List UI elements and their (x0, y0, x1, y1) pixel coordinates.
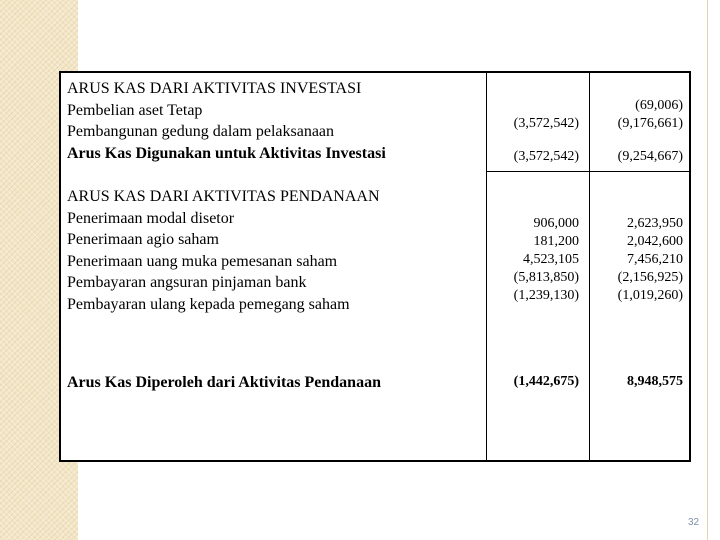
financing-value: (1,019,260) (617, 288, 683, 303)
financing-value: 2,623,950 (627, 216, 683, 231)
financing-value: (1,239,130) (513, 288, 579, 303)
financing-total-col2 (597, 373, 683, 391)
financing-total-value: (1,442,675) (513, 374, 579, 389)
investing-item-label: Pembelian aset Tetap (67, 101, 203, 119)
financing-item-label: Penerimaan modal disetor (67, 209, 235, 227)
financing-value: 7,456,210 (627, 252, 683, 267)
financing-item-label: Penerimaan agio saham (67, 231, 219, 248)
column-divider-2 (589, 73, 590, 460)
investing-value: (69,006) (635, 98, 683, 113)
cash-flow-table (59, 71, 691, 462)
financing-total-col1 (497, 373, 579, 391)
column-divider-1 (486, 73, 487, 460)
page-number: 32 (688, 517, 700, 528)
investing-values-col1 (497, 115, 579, 133)
financing-value: (5,813,850) (513, 270, 579, 285)
investing-total-value: (3,572,542) (513, 149, 579, 164)
investing-total-value: (9,254,667) (617, 149, 683, 164)
decorative-divider (707, 0, 708, 540)
financing-heading: ARUS KAS DARI AKTIVITAS PENDANAAN (67, 188, 380, 205)
investing-total-col2 (597, 148, 683, 166)
investing-item-label: Pembangunan gedung dalam pelaksanaan (67, 123, 335, 140)
financing-section (67, 186, 380, 315)
investing-values-col2 (597, 97, 683, 133)
financing-item-label: Penerimaan uang muka pemesanan saham (67, 252, 338, 270)
financing-item-label: Pembayaran angsuran pinjaman bank (67, 274, 307, 291)
financing-value: 906,000 (533, 216, 579, 231)
financing-value: 2,042,600 (627, 234, 683, 249)
financing-value: (2,156,925) (617, 270, 683, 285)
investing-value: (3,572,542) (513, 116, 579, 131)
financing-total-value: 8,948,575 (627, 374, 683, 389)
investing-total-col1 (497, 148, 579, 166)
financing-value: 4,523,105 (523, 252, 579, 267)
investing-section (67, 78, 386, 164)
financing-value: 181,200 (533, 234, 579, 249)
financing-item-label: Pembayaran ulang kepada pemegang saham (67, 295, 350, 313)
financing-values-col2 (597, 215, 683, 305)
financing-values-col1 (497, 215, 579, 305)
investing-heading: ARUS KAS DARI AKTIVITAS INVESTASI (67, 80, 362, 97)
investing-value: (9,176,661) (617, 116, 683, 131)
row-divider (486, 171, 689, 172)
financing-total-section (67, 372, 381, 394)
investing-total-label: Arus Kas Digunakan untuk Aktivitas Investasi (67, 144, 386, 162)
financing-total-label: Arus Kas Diperoleh dari Aktivitas Pendanaan (67, 374, 381, 391)
